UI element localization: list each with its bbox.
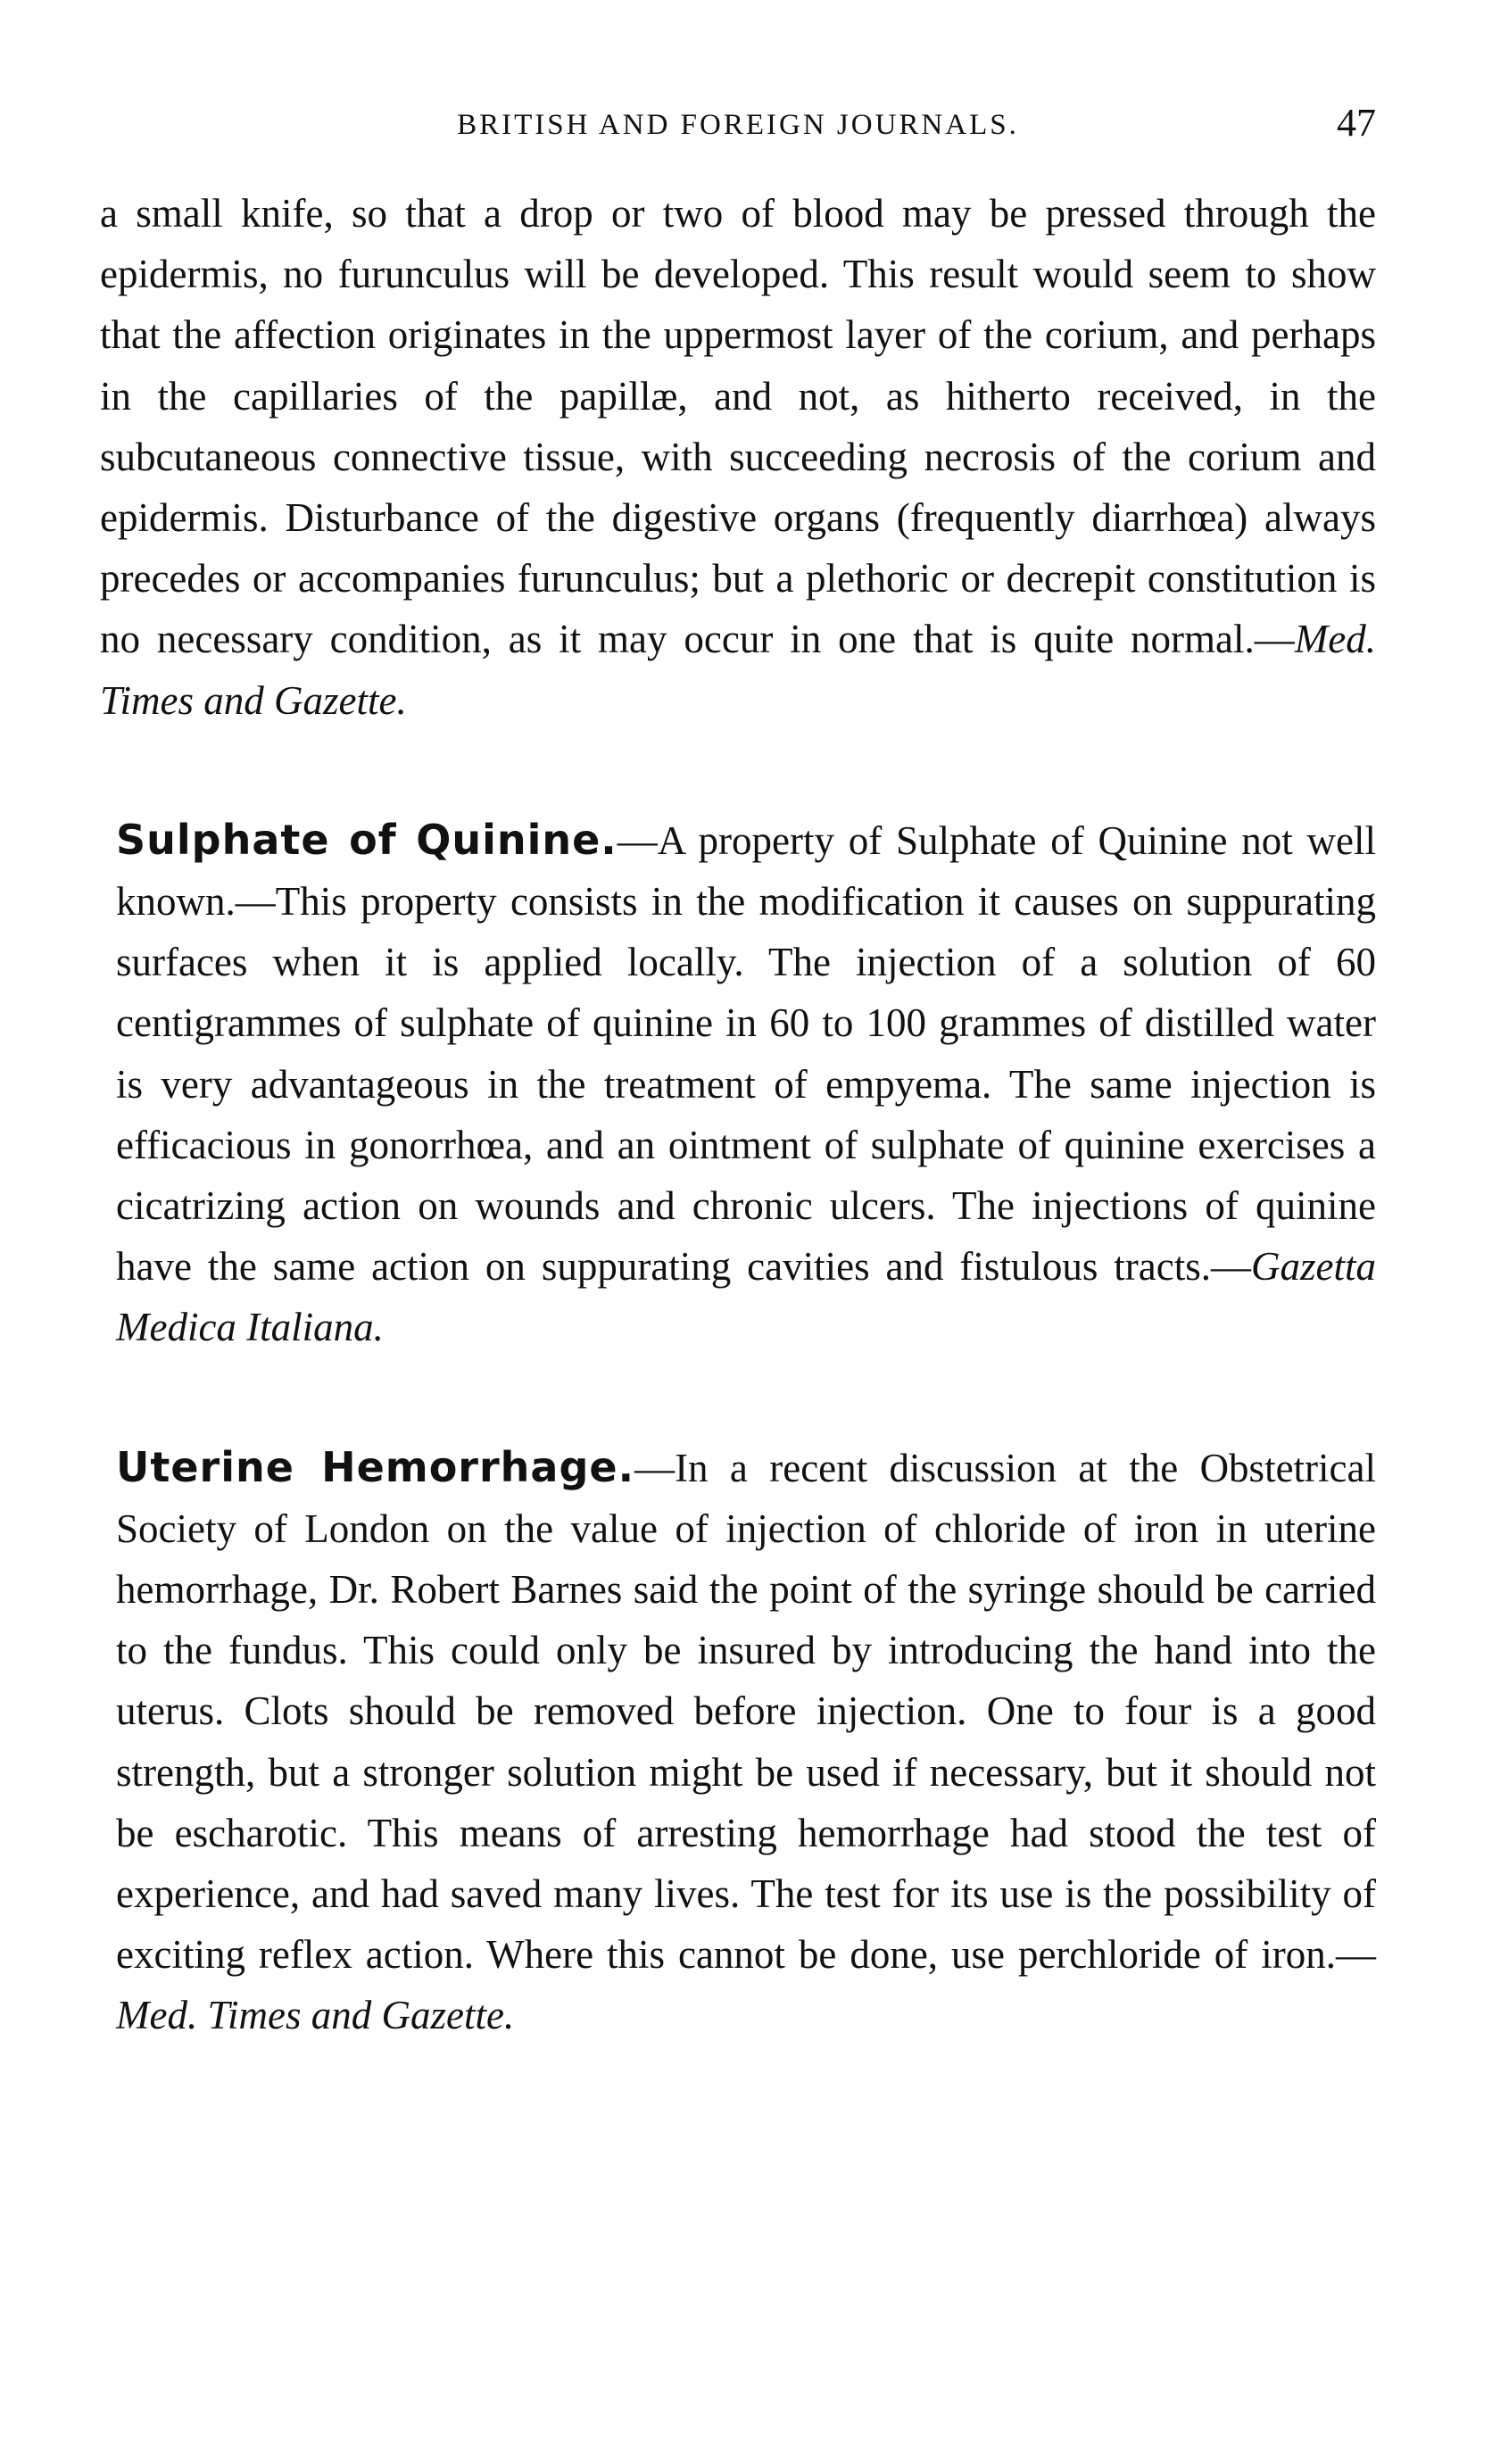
page-number: 47 <box>1337 101 1376 145</box>
source-citation: Gazetta Medica Italiana. <box>116 1244 1376 1350</box>
paragraph-text: a small knife, so that a drop or two of blood may be pressed through the epidermis, no furunculus will be developed. This result would seem to show that the affection originates in the uppermost layer of the corium, and perhaps in the capillaries of the papillæ, and not, as hitherto received, in the subcutaneous connective tissue, with succeeding necrosis of the corium and epidermis. Disturbance of the digestive organs (frequently diarrhœa) always precedes or accompanies furunculus; but a plethoric or decrepit constitution is no necessary condition, as it may occur in one that is quite normal.— <box>100 191 1376 662</box>
article-text: —In a recent discussion at the Obstetrical Society of London on the value of injection of chloride of iron in uterine hemorrhage, Dr. Robert Barnes said the point of the syringe should be carried to the fundus. This could only be insured by introducing the hand into the uterus. Clots should be removed before injection. One to four is a good strength, but a stronger solution might be used if necessary, but it should not be escharotic. This means of arresting hemorrhage had stood the test of experience, and had saved many lives. The test for its use is the possibility of exciting reflex action. Where this cannot be done, use perchloride of iron.— <box>116 1445 1376 1978</box>
source-citation: Med. Times and Gazette. <box>100 617 1376 723</box>
section-gap <box>100 1358 1376 1437</box>
article-heading: Sulphate of Quinine. <box>116 815 618 864</box>
article-sulphate-of-quinine <box>100 809 1376 1358</box>
article-heading: Uterine Hemorrhage. <box>116 1442 635 1491</box>
article-uterine-hemorrhage <box>100 1437 1376 2046</box>
running-title: BRITISH AND FOREIGN JOURNALS. <box>457 109 1019 141</box>
section-gap <box>100 731 1376 809</box>
body-text <box>100 183 1376 2046</box>
source-citation: Med. Times and Gazette. <box>116 1993 515 2038</box>
paragraph-continued <box>100 183 1376 731</box>
article-text: —A property of Sulphate of Quinine not well known.—This property consists in the modification it causes on suppurating surfaces when it is applied locally. The injection of a solution of 60 centigrammes of sulphate of quinine in 60 to 100 grammes of distilled water is very advantageous in the treatment of empyema. The same injection is efficacious in gonorrhœa, and an ointment of sulphate of quinine exercises a cicatrizing action on wounds and chronic ulcers. The injections of quinine have the same action on suppurating cavities and fistulous tracts.— <box>116 817 1376 1290</box>
running-head <box>100 100 1376 153</box>
